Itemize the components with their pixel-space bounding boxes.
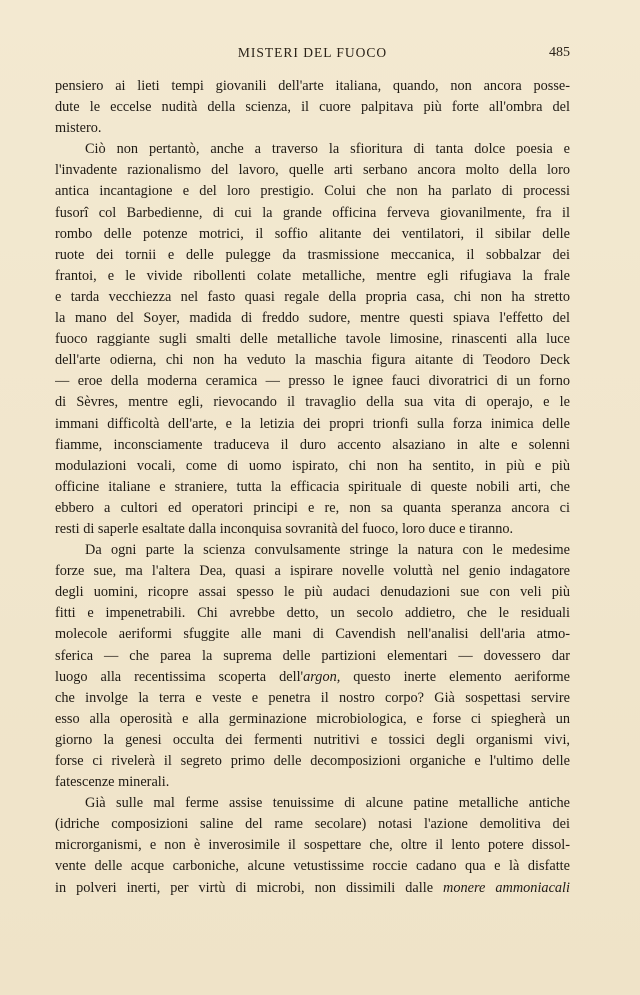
text-line: ruote dei tornii e delle pulegge da trasmissione meccanica, il sobbalzar dei — [55, 246, 570, 263]
running-title: MISTERI DEL FUOCO — [237, 45, 388, 60]
italic-term: monere ammoniacali — [443, 879, 570, 896]
text-line-with-italic — [55, 667, 570, 688]
text-line: rombo delle potenze motrici, il soffio alitante dei ventilatori, il sibilar delle — [55, 225, 570, 242]
text-line: l'invadente razionalismo del lavoro, quelle arti serbano ancora molto della loro — [55, 162, 570, 179]
text-line: fusorî col Barbedienne, di cui la grande officina ferveva giovanilmente, fra il — [55, 204, 570, 221]
text-line: frantoi, e le vivide ribollenti colate metalliche, mentre egli rifugiava la frale — [55, 267, 570, 284]
running-head — [55, 45, 570, 65]
text-line: Già sulle mal ferme assise tenuissime di alcune patine metalliche antiche — [85, 795, 570, 812]
text-line: vente delle acque carboniche, alcune vetustissime roccie cadano qua e là disfatte — [55, 858, 570, 875]
text-line: microrganismi, e non è inverosimile il sospettare che, oltre il lento potere dissol- — [55, 837, 570, 854]
text-line: resti di saperle esaltate dalla inconquisa sovranità del fuoco, loro duce e tiranno. — [55, 520, 514, 537]
italic-term: argon, — [303, 668, 341, 685]
text-segment: luogo alla recentissima scoperta dell' — [55, 668, 304, 685]
text-line: fatescenze minerali. — [55, 774, 170, 791]
page-number: 485 — [549, 45, 570, 60]
text-line: che involge la terra e veste e penetra il nostro corpo? Già sospettasi servire — [55, 689, 570, 706]
text-line: sferica — che parea la suprema delle partizioni elementari — dovessero dar — [55, 647, 570, 664]
text-line: immani difficoltà dell'arte, e la letizia dei propri trionfi sulla forza inimica delle — [55, 415, 570, 432]
text-line: degli uomini, ricopre assai spesso le più audaci denudazioni sue con veli più — [55, 584, 570, 601]
text-line: antica incantagione e del loro prestigio. Colui che non ha parlato di processi — [55, 183, 570, 200]
text-line: dell'arte odierna, chi non ha veduto la maschia figura aitante di Teodoro Deck — [55, 352, 570, 369]
text-line: molecole aeriformi sfuggite alle mani di Cavendish nell'analisi dell'aria atmo- — [55, 626, 570, 643]
text-line: Da ogni parte la scienza convulsamente stringe la natura con le medesime — [85, 542, 570, 559]
text-line: e tarda vecchiezza nel fasto quasi regale della propria casa, chi non ha stretto — [55, 288, 570, 305]
paragraph-4 — [55, 793, 570, 898]
text-line: dute le eccelse nudità della scienza, il cuore palpitava più forte all'ombra del — [55, 99, 570, 116]
text-line: modulazioni vocali, come di uomo ispirato, chi non ha sentito, in più e più — [55, 457, 570, 474]
text-line: forse ci rivelerà il segreto primo delle decomposizioni organiche e l'ultimo delle — [55, 753, 570, 769]
text-line: fiamme, inconsciamente traduceva il duro accento alsaziano in alte e solenni — [55, 436, 570, 453]
text-line: giorno la genesi occulta dei fermenti nutritivi e tossici degli organismi vivi, — [55, 731, 570, 748]
text-line: — eroe della moderna ceramica — presso le ignee fauci divoratrici di un forno — [55, 373, 570, 390]
text-line: pensiero ai lieti tempi giovanili dell'arte italiana, quando, non ancora posse- — [55, 78, 570, 94]
text-segment: questo inerte elemento aeriforme — [340, 668, 570, 685]
paragraph-1 — [55, 76, 570, 139]
body-text — [55, 76, 570, 899]
text-line: la mano del Soyer, madida di freddo sudore, mentre questi spiava l'effetto del — [55, 310, 570, 327]
paragraph-3 — [55, 540, 570, 793]
text-line: (idriche composizioni saline del rame secolare) notasi l'azione demolitiva dei — [55, 816, 570, 833]
text-line: forze sue, ma l'altera Dea, quasi a ispirare novelle voluttà nel genio indagatore — [55, 563, 570, 580]
text-line: officine italiane e straniere, tutta la efficacia spirituale di queste nobili arti, che — [55, 478, 570, 495]
text-line: ebbero a cultori ed operatori principi e re, non sa quanta speranza ancora ci — [55, 499, 570, 516]
text-line: esso alla operosità e alla germinazione microbiologica, e forse ci spiegherà un — [55, 710, 570, 727]
text-line: di Sèvres, mentre egli, rievocando il travaglio della sua vita di operajo, e le — [55, 394, 570, 411]
text-line-with-italic — [55, 878, 570, 899]
text-line: Ciò non pertantò, anche a traverso la sfioritura di tanta dolce poesia e — [85, 141, 570, 158]
text-segment: in polveri inerti, per virtù di microbi, non dissimili dalle — [55, 879, 444, 896]
text-line: fuoco raggiante sugli smalti delle metalliche tavole limosine, rinascenti alla luce — [55, 331, 570, 348]
text-line: mistero. — [55, 120, 102, 137]
paragraph-2 — [55, 139, 570, 540]
text-line: fitti e impenetrabili. Chi avrebbe detto, un secolo addietro, che le residuali — [55, 605, 570, 622]
